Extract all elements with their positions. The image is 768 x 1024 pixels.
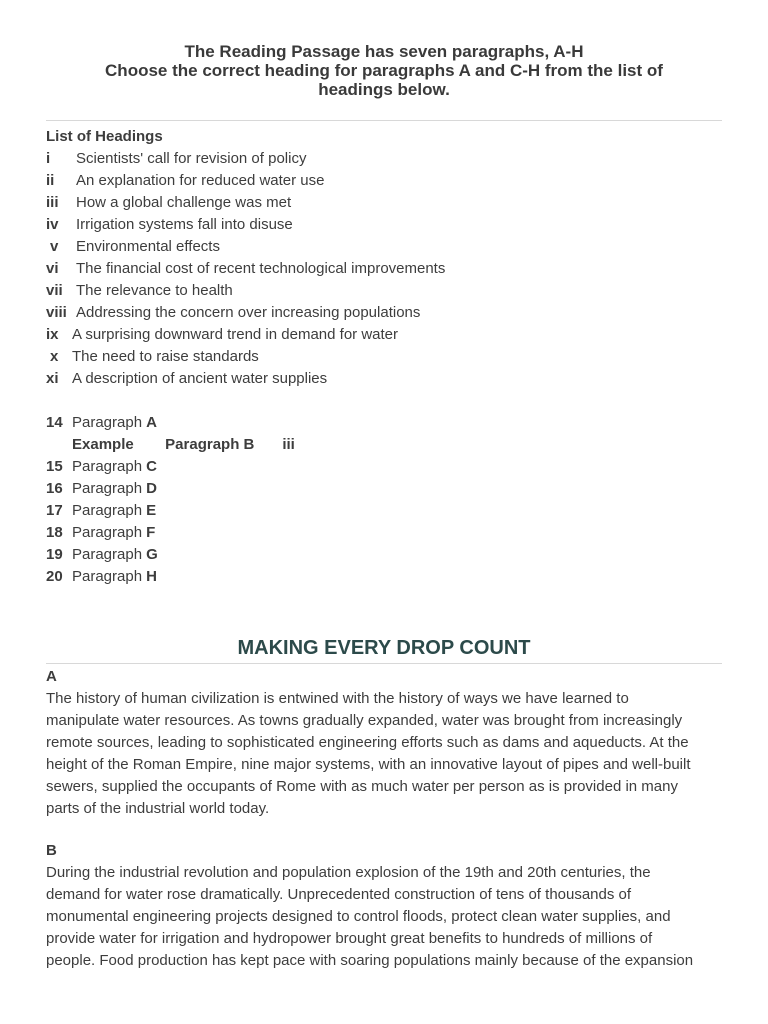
heading-numeral: x <box>50 348 59 365</box>
headings-list <box>46 148 722 390</box>
question-number: 18 <box>46 524 63 541</box>
divider <box>46 663 722 664</box>
heading-item <box>46 324 722 346</box>
heading-numeral: vii <box>46 282 63 299</box>
example-answer: iii <box>282 436 295 453</box>
question-row <box>46 412 722 434</box>
question-number: 15 <box>46 458 63 475</box>
heading-item <box>46 258 722 280</box>
heading-item <box>46 280 722 302</box>
question-list <box>46 412 722 588</box>
question-row <box>46 456 722 478</box>
paragraph-letter: C <box>146 458 157 475</box>
paragraph-line: provide water for irrigation and hydropower brought great benefits to hundreds of millions of <box>46 930 653 947</box>
paragraph-word: Paragraph <box>72 502 143 519</box>
paragraph-line: During the industrial revolution and population explosion of the 19th and 20th centuries, the <box>46 864 651 881</box>
paragraph-word: Paragraph <box>72 524 143 541</box>
paragraph-label: B <box>46 842 57 859</box>
heading-numeral: vi <box>46 260 59 277</box>
heading-text: A description of ancient water supplies <box>72 370 328 387</box>
question-number: 19 <box>46 546 63 563</box>
paragraph-word: Paragraph <box>72 546 143 563</box>
question-number: 14 <box>46 414 63 431</box>
instructions-line-1: The Reading Passage has seven paragraphs, A-H <box>184 42 584 61</box>
paragraph-letter: F <box>146 524 156 541</box>
question-row <box>46 544 722 566</box>
paragraph-line: height of the Roman Empire, nine major systems, with an innovative layout of pipes and well-built <box>46 756 691 773</box>
paragraph-letter: A <box>146 414 157 431</box>
paragraph-line: people. Food production has kept pace with soaring populations mainly because of the expansion <box>46 952 694 969</box>
paragraph-letter: G <box>146 546 158 563</box>
paragraph-line: The history of human civilization is entwined with the history of ways we have learned to <box>46 690 629 707</box>
question-number: 16 <box>46 480 63 497</box>
question-number: 20 <box>46 568 63 585</box>
heading-text: Addressing the concern over increasing populations <box>76 304 421 321</box>
heading-item <box>46 346 722 368</box>
paragraph-word: Paragraph <box>72 568 143 585</box>
instructions <box>46 42 722 99</box>
paragraph-b <box>46 840 722 972</box>
divider <box>46 120 722 121</box>
paragraph-word: Paragraph <box>72 480 143 497</box>
paragraph-letter: H <box>146 568 157 585</box>
heading-text: Irrigation systems fall into disuse <box>76 216 293 233</box>
paragraph-line: demand for water rose dramatically. Unprecedented construction of tens of thousands of <box>46 886 632 903</box>
paragraph-line: remote sources, leading to sophisticated engineering efforts such as dams and aqueducts. At the <box>46 734 689 751</box>
heading-numeral: iii <box>46 194 59 211</box>
instructions-line-3: headings below. <box>318 80 450 99</box>
heading-item <box>46 214 722 236</box>
heading-numeral: v <box>50 238 59 255</box>
heading-item <box>46 170 722 192</box>
question-row <box>46 500 722 522</box>
heading-numeral: i <box>46 150 51 167</box>
heading-text: Environmental effects <box>76 238 220 255</box>
heading-item <box>46 302 722 324</box>
paragraph-word: Paragraph <box>72 414 143 431</box>
paragraph-line: sewers, supplied the occupants of Rome with as much water per person as is provided in many <box>46 778 678 795</box>
heading-numeral: viii <box>46 304 67 321</box>
example-row <box>46 434 722 456</box>
paragraph-line: parts of the industrial world today. <box>46 800 270 817</box>
heading-numeral: ix <box>46 326 59 343</box>
heading-text: The financial cost of recent technological improvements <box>76 260 446 277</box>
page-content <box>46 0 722 972</box>
paragraph-a <box>46 666 722 820</box>
heading-text: Scientists' call for revision of policy <box>76 150 307 167</box>
heading-text: A surprising downward trend in demand for water <box>72 326 399 343</box>
question-number: 17 <box>46 502 63 519</box>
heading-numeral: iv <box>46 216 59 233</box>
paragraph-line: manipulate water resources. As towns gradually expanded, water was brought from increasingly <box>46 712 683 729</box>
heading-item <box>46 192 722 214</box>
heading-item <box>46 148 722 170</box>
example-paragraph: Paragraph B <box>165 436 255 453</box>
heading-text: An explanation for reduced water use <box>76 172 325 189</box>
paragraph-label: A <box>46 668 57 685</box>
paragraph-line: monumental engineering projects designed to control floods, protect clean water supplies, and <box>46 908 671 925</box>
headings-title: List of Headings <box>46 128 163 145</box>
heading-item <box>46 368 722 390</box>
example-label: Example <box>72 436 134 453</box>
heading-item <box>46 236 722 258</box>
heading-text: How a global challenge was met <box>76 194 292 211</box>
question-row <box>46 478 722 500</box>
heading-numeral: ii <box>46 172 55 189</box>
paragraph-letter: E <box>146 502 157 519</box>
passage-title: MAKING EVERY DROP COUNT <box>237 637 531 659</box>
instructions-line-2: Choose the correct heading for paragraphs A and C-H from the list of <box>105 61 663 80</box>
heading-text: The need to raise standards <box>72 348 259 365</box>
paragraph-body <box>46 688 722 820</box>
question-row <box>46 566 722 588</box>
paragraph-letter: D <box>146 480 157 497</box>
paragraph-word: Paragraph <box>72 458 143 475</box>
heading-text: The relevance to health <box>76 282 233 299</box>
paragraph-body <box>46 862 722 972</box>
question-row <box>46 522 722 544</box>
heading-numeral: xi <box>46 370 59 387</box>
